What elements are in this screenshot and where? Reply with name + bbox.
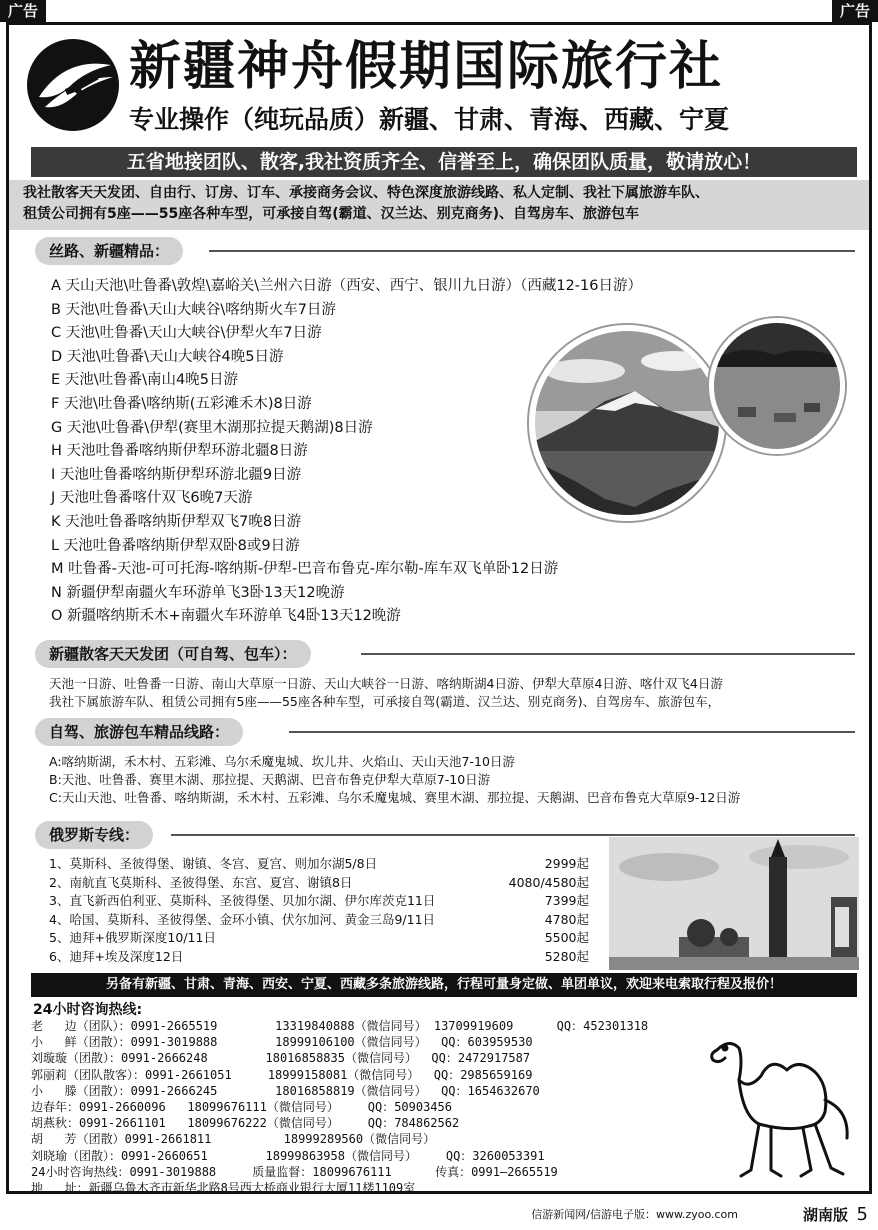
- hotline-title: 24小时咨询热线:: [33, 1002, 143, 1018]
- table-row: [49, 948, 589, 967]
- tagline: 专业操作（纯玩品质）新疆、甘肃、青海、西藏、宁夏: [129, 105, 730, 134]
- route-price: 5280起: [544, 948, 589, 964]
- list-item: A:喀纳斯湖，禾木村、五彩滩、乌尔禾魔鬼城、坎儿井、火焰山、天山天池7-10日游: [49, 754, 515, 769]
- route-name: 2、南航直飞莫斯科、圣彼得堡、东宫、夏宫、谢镇8日: [49, 874, 353, 890]
- section-title-self-drive: 自驾、旅游包车精品线路：: [35, 718, 243, 746]
- list-item: E 天池\吐鲁番\南山4晚5日游: [51, 372, 238, 389]
- header: [9, 25, 869, 173]
- route-name: 4、哈国、莫斯科、圣彼得堡、金环小镇、伏尔加河、黄金三岛9/11日: [49, 911, 436, 927]
- list-item: 天池一日游、吐鲁番一日游、南山大草原一日游、天山大峡谷一日游、喀纳斯湖4日游、伊犁大草原4日游、喀什双飞4日游: [49, 676, 723, 691]
- contact-row: 刘晓瑜（团散）：0991-2660651 18999863958（微信同号） QQ：3260053391: [31, 1148, 545, 1163]
- list-item: L 天池吐鲁番喀纳斯伊犁双卧8或9日游: [51, 537, 300, 554]
- ad-label-right: 广告: [832, 0, 878, 22]
- table-row: [49, 874, 589, 893]
- route-name: 5、迪拜+俄罗斯深度10/11日: [49, 930, 216, 945]
- page-footer: [0, 1200, 878, 1230]
- list-item: N 新疆伊犁南疆火车环游单飞3卧13天12晚游: [51, 584, 345, 601]
- route-name: 3、直飞新西伯利亚、莫斯科、圣彼得堡、贝加尔湖、伊尔库茨克11日: [49, 893, 436, 908]
- list-item: F 天池\吐鲁番\喀纳斯(五彩滩禾木)8日游: [51, 395, 312, 412]
- contact-row: 小 鲜（团散）：0991-3019888 18999106100（微信同号） QQ：603959530: [31, 1035, 533, 1050]
- contact-row: 胡 芳（团散）0991-2661811 18999289560（微信同号）: [31, 1132, 436, 1147]
- list-item: B:天池、吐鲁番、赛里木湖、那拉提、天鹅湖、巴音布鲁克伊犁大草原7-10日游: [49, 772, 491, 787]
- list-item: 我社下属旅游车队、租赁公司拥有5座——55座各种车型，可承接自驾(霸道、汉兰达、别克商务)、自驾房车、旅游包车，: [49, 694, 721, 709]
- contact-row: 24小时咨询热线：0991-3019888 质量监督：18099676111 传真：0991—2665519: [31, 1164, 558, 1179]
- daily-departure-text: [49, 675, 723, 711]
- table-row: [49, 911, 589, 930]
- list-item: M 吐鲁番-天池-可可托海-喀纳斯-伊犁-巴音布鲁克-库尔勒-库车双飞单卧12日游: [51, 561, 559, 578]
- contact-row: 刘璇璇（团散）：0991-2666248 18016858835（微信同号） QQ：2472917587: [31, 1051, 531, 1066]
- grassland-photo: [709, 318, 845, 454]
- footer-edition: 湖南版: [802, 1206, 848, 1224]
- route-price: 4080/4580起: [508, 874, 589, 890]
- route-name: 6、迪拜+埃及深度12日: [49, 948, 184, 964]
- section-divider: [361, 653, 855, 655]
- ad-frame: [6, 22, 872, 1194]
- russia-route-list: [49, 855, 589, 966]
- airplane-logo-icon: [25, 37, 121, 133]
- route-price: 5500起: [544, 930, 589, 945]
- intro-line: 租赁公司拥有5座——55座各种车型，可承接自驾(霸道、汉兰达、别克商务)、自驾房车、旅游包车: [23, 206, 640, 222]
- list-item: I 天池吐鲁番喀纳斯伊犁环游北疆9日游: [51, 466, 302, 483]
- section-divider: [209, 250, 855, 252]
- ad-label-left: 广告: [0, 0, 46, 22]
- camel-icon: [699, 1020, 869, 1185]
- list-item: D 天池\吐鲁番\天山大峡谷4晚5日游: [51, 348, 284, 365]
- route-price: 4780起: [544, 911, 589, 927]
- section-divider: [171, 834, 855, 836]
- footer-source: 信游新闻网/信游电子版：www.zyoo.com: [531, 1208, 738, 1221]
- section-title-silk-road: 丝路、新疆精品：: [35, 237, 183, 265]
- section-title-daily: 新疆散客天天发团（可自驾、包车）：: [35, 640, 311, 668]
- contact-list: [31, 1018, 721, 1196]
- list-item: J 天池吐鲁番喀什双飞6晚7天游: [51, 490, 253, 507]
- contact-row: 地 址：新疆乌鲁木齐市新华北路8号西大桥商业银行大厦11楼1109室: [31, 1181, 416, 1196]
- section-title-russia: 俄罗斯专线：: [35, 821, 153, 849]
- route-price: 7399起: [544, 893, 589, 908]
- contact-row: 小 滕（团散）：0991-2666245 18016858819（微信同号） QQ：1654632670: [31, 1083, 540, 1098]
- russia-cathedral-photo: [609, 837, 859, 970]
- list-item: C:天山天池、吐鲁番、喀纳斯湖，禾木村、五彩滩、乌尔禾魔鬼城、赛里木湖、那拉提、天鹅湖、巴音布鲁克大草原9-12日游: [49, 790, 741, 805]
- mountain-lake-photo: [529, 325, 725, 521]
- contact-row: 郭丽莉（团队散客）：0991-2661051 18999158081（微信同号） QQ：2985659169: [31, 1067, 533, 1082]
- table-row: [49, 929, 589, 948]
- list-item: O 新疆喀纳斯禾木+南疆火车环游单飞4卧13天12晚游: [51, 608, 401, 625]
- list-item: H 天池吐鲁番喀纳斯伊犁环游北疆8日游: [51, 443, 308, 460]
- list-item: K 天池吐鲁番喀纳斯伊犁双飞7晚8日游: [51, 513, 302, 530]
- page-number: 5: [856, 1204, 868, 1225]
- contact-row: 胡燕秋：0991-2661101 18099676222（微信同号） QQ：784862562: [31, 1116, 460, 1131]
- route-price: 2999起: [544, 856, 589, 871]
- intro-line: 我社散客天天发团、自由行、订房、订车、承接商务会议、特色深度旅游线路、私人定制、我社下属旅游车队、: [23, 185, 709, 201]
- company-name: 新疆神舟假期国际旅行社: [129, 37, 724, 97]
- list-item: A 天山天池\吐鲁番\敦煌\嘉峪关\兰州六日游（西安、西宁、银川九日游）（西藏12-16日游）: [51, 278, 642, 294]
- list-item: G 天池\吐鲁番\伊犁(赛里木湖那拉提天鹅湖)8日游: [51, 419, 373, 436]
- contact-row: 老 边（团队）：0991-2665519 13319840888（微信同号） 13709919609 QQ：452301318: [31, 1019, 649, 1033]
- self-drive-route-list: [49, 753, 740, 807]
- intro-block: [9, 180, 869, 230]
- list-item: B 天池\吐鲁番\天山大峡谷\喀纳斯火车7日游: [51, 301, 336, 318]
- table-row: [49, 855, 589, 874]
- route-name: 1、莫斯科、圣彼得堡、谢镇、冬宫、夏宫、则加尔湖5/8日: [49, 856, 378, 871]
- more-routes-banner: 另备有新疆、甘肃、青海、西安、宁夏、西藏多条旅游线路，行程可量身定做、单团单议，欢迎来电索取行程及报价！: [31, 973, 857, 997]
- contact-row: 边春年：0991-2660096 18099676111（微信同号） QQ：50903456: [31, 1100, 452, 1115]
- guarantee-banner: 五省地接团队、散客,我社资质齐全、信誉至上，确保团队质量，敬请放心！: [31, 147, 857, 177]
- list-item: C 天池\吐鲁番\天山大峡谷\伊犁火车7日游: [51, 325, 322, 342]
- table-row: [49, 892, 589, 911]
- section-divider: [289, 731, 855, 733]
